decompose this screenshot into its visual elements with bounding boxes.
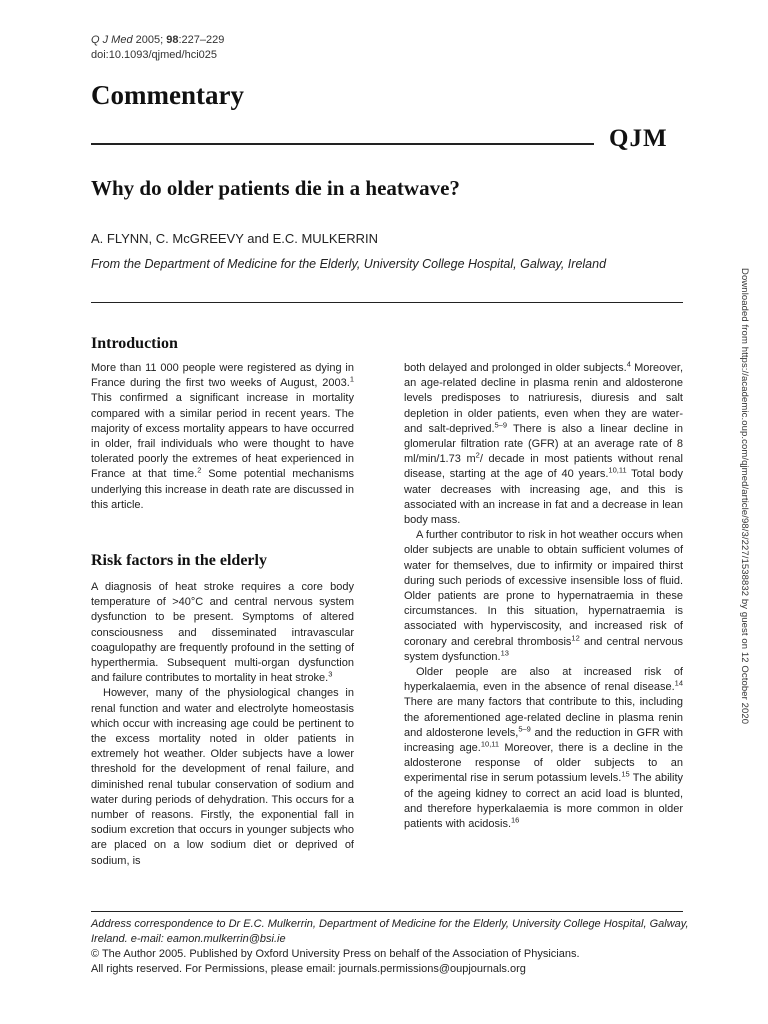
text-run: There is also a linear decline in glomerular filtration rate (GFR) at an average rate of 8 ml/min/1.73 m <box>404 422 683 466</box>
citation-year: 2005; <box>135 34 164 46</box>
copyright-note: © The Author 2005. Published by Oxford University Press on behalf of the Association of Physicians. <box>91 948 580 960</box>
article-title: Why do older patients die in a heatwave? <box>91 176 460 200</box>
text-run: Total body water decreases with increasing age, and this is associated with an increase in fat and a decrease in lean body mass. <box>404 468 683 527</box>
paragraph <box>404 665 683 832</box>
citation-pages: :227–229 <box>178 34 225 46</box>
affiliation: From the Department of Medicine for the Elderly, University College Hospital, Galway, Ireland <box>91 257 607 271</box>
superscript: 2 <box>475 450 480 460</box>
reference-mark[interactable]: 10,11 <box>480 739 500 749</box>
paragraph <box>91 361 354 513</box>
text-run: More than 11 000 people were registered as dying in France during the first two weeks of August, 2003. <box>91 362 354 390</box>
reference-mark[interactable]: 4 <box>626 359 631 369</box>
footer-divider <box>91 911 683 912</box>
reference-mark[interactable]: 13 <box>500 648 509 658</box>
header-divider <box>91 143 594 145</box>
citation-line <box>91 33 224 48</box>
reference-mark[interactable]: 16 <box>511 815 520 825</box>
text-run: A further contributor to risk in hot weather occurs when older subjects are unable to obtain sufficient volumes of water for themselves, due to infirmity or impaired thirst during such periods of excessive insensible loss of fluid. Older patients are prone to hypernatraemia in these circumstances. In this situation, hypernatraemia is associated with hyperviscosity, and increased risk of coronary and cerebral thrombosis <box>404 529 683 648</box>
right-column-body <box>404 361 683 832</box>
reference-mark[interactable]: 2 <box>197 465 202 475</box>
rights-note: All rights reserved. For Permissions, please email: journals.permissions@oupjournals.org <box>91 963 526 975</box>
text-run: Moreover, an age-related decline in plasma renin and aldosterone levels predisposes to natriuresis, diuresis and salt depletion in older patients, even when they are water- and salt-deprived. <box>404 362 683 435</box>
text-run: The ability of the ageing kidney to correct an acid load is blunted, and therefore hyperkalaemia is more common in older patients with acidosis. <box>404 772 684 831</box>
paragraph <box>404 528 683 665</box>
reference-mark[interactable]: 15 <box>621 769 630 779</box>
reference-mark[interactable]: 5–9 <box>518 724 531 734</box>
text-run: This confirmed a significant increase in mortality compared with a similar period in recent years. The majority of excess mortality appears to have occurred in older, frail individuals who were thought to have tolerated poorly the extremes of heat experienced in France at that time. <box>91 392 354 481</box>
reference-mark[interactable]: 12 <box>571 633 580 642</box>
introduction-body <box>91 361 354 513</box>
text-run: Moreover, there is a decline in the aldosterone response of older subjects to an experimental rise in serum potassium levels. <box>404 742 683 785</box>
reference-mark[interactable]: 3 <box>328 669 333 679</box>
title-divider <box>91 302 683 303</box>
section-label: Commentary <box>91 80 244 110</box>
correspondence-note: Address correspondence to Dr E.C. Mulkerrin, Department of Medicine for the Elderly, University College Hospital, Galway, Ireland. e-mail: eamon.mulkerrin@bsi.ie <box>91 918 689 945</box>
author-list: A. FLYNN, C. McGREEVY and E.C. MULKERRIN <box>91 231 379 246</box>
citation-volume: 98 <box>166 34 179 46</box>
text-run: There are many factors that contribute to this, including the aforementioned age-related decline in plasma renin and aldosterone levels, <box>404 696 683 739</box>
text-run: and the reduction in GFR with increasing age. <box>404 726 683 755</box>
reference-mark[interactable]: 1 <box>349 374 354 384</box>
journal-abbrev: Q J Med <box>91 34 133 46</box>
download-watermark: Downloaded from https://academic.oup.com/qjmed/article/98/3/227/1538832 by guest on 12 October 2020 <box>739 268 750 725</box>
text-run: / decade in most patients without renal disease, starting at the age of 40 years. <box>404 453 683 481</box>
text-run: A diagnosis of heat stroke requires a core body temperature of >40°C and central nervous system dysfunction to be present. Symptoms of altered consciousness and disseminated intravascular coagulopathy are frequently profound in the setting of hyperthermia. Subsequent multi-organ dysfunction and failure contributes to mortality in heat stroke. <box>91 581 354 685</box>
paragraph <box>404 361 683 528</box>
reference-mark[interactable]: 10,11 <box>608 465 627 475</box>
text-run: and central nervous system dysfunction. <box>404 635 683 663</box>
reference-mark[interactable]: 5–9 <box>494 420 508 430</box>
risk-factors-body <box>91 580 354 869</box>
heading-risk-factors: Risk factors in the elderly <box>91 552 267 569</box>
footer-notes <box>91 917 691 977</box>
citation-header <box>91 33 224 63</box>
doi-text[interactable]: doi:10.1093/qjmed/hci025 <box>91 49 217 61</box>
paragraph <box>91 580 354 686</box>
text-run: Some potential mechanisms underlying this increase in death rate are discussed in this article. <box>91 468 355 511</box>
heading-introduction: Introduction <box>91 335 178 352</box>
text-run: Older people are also at increased risk of hyperkalaemia, even in the absence of renal disease. <box>404 666 683 694</box>
paragraph: However, many of the physiological changes in renal function and water and electrolyte homeostasis which occur with increasing age could be pertinent to the excess mortality noted in older patients in extremely hot weather. Older subjects have a lower threshold for the development of renal failure, and diminished renal tubular conservation of sodium and water during periods of dehydration. This occurs for a number of reasons. Firstly, the exponential fall in sodium excretion that occurs in younger subjects who are placed on a low sodium diet or deprived of sodium, is <box>91 687 354 867</box>
journal-logo: QJM <box>609 125 668 152</box>
text-run: both delayed and prolonged in older subjects. <box>404 362 627 374</box>
reference-mark[interactable]: 14 <box>674 678 683 688</box>
